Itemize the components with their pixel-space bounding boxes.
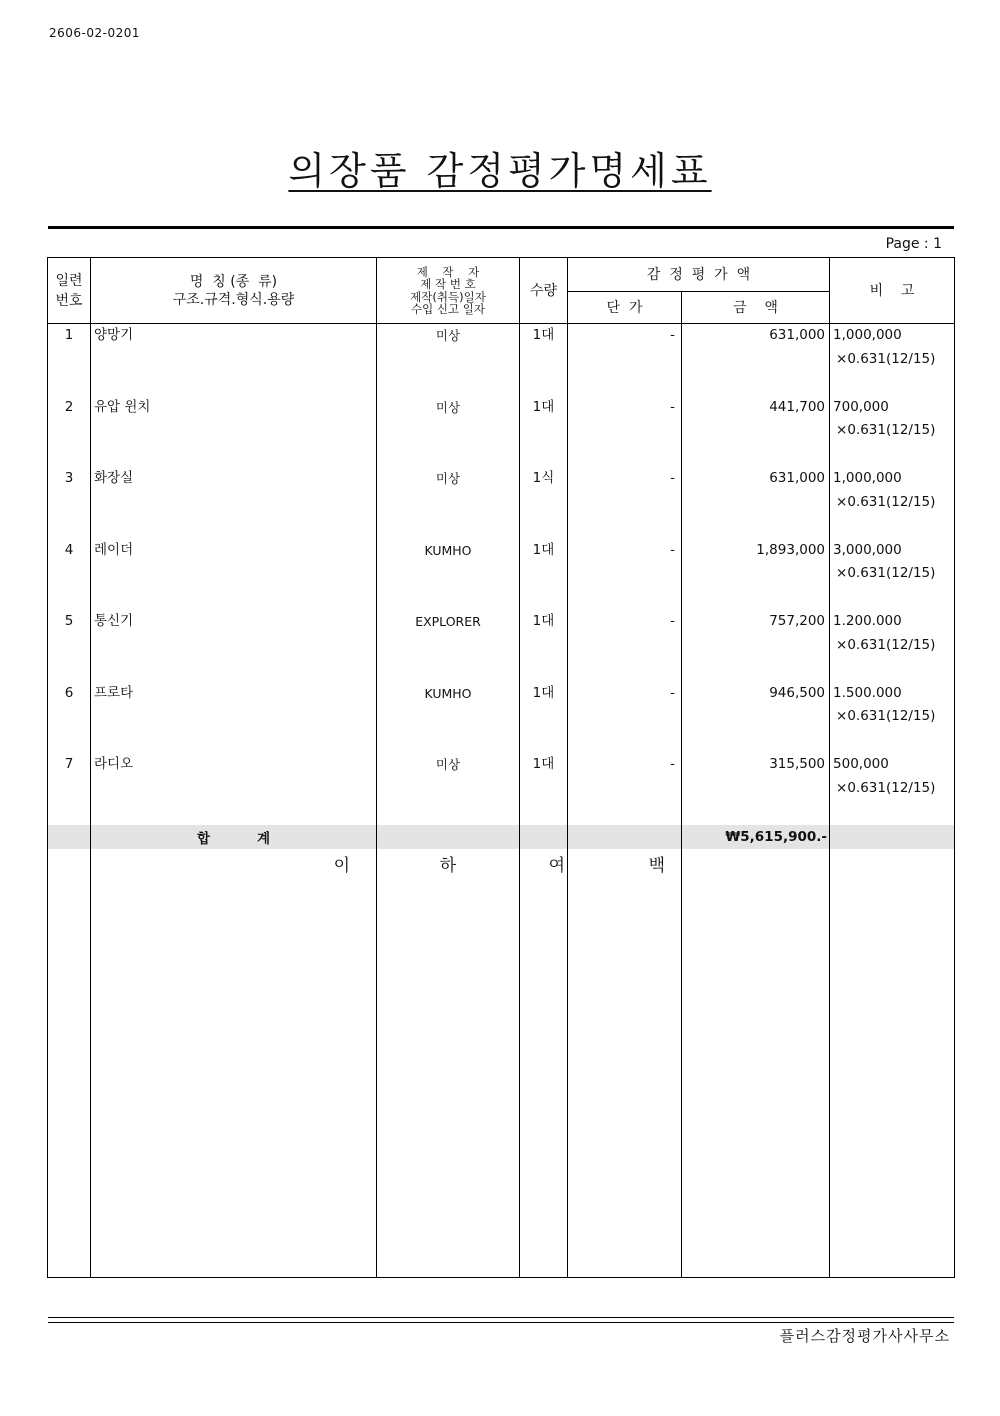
- remarks-factor: ×0.631(12/15): [836, 350, 936, 367]
- total-empty-cell: [377, 825, 520, 849]
- page-number: Page : 1: [885, 236, 942, 252]
- item-name: 통신기: [91, 610, 377, 682]
- item-number: 4: [48, 539, 91, 611]
- table-row: [48, 753, 955, 825]
- item-name: 레이더: [91, 539, 377, 611]
- item-amount: 631,000: [682, 467, 830, 539]
- remarks-factor: ×0.631(12/15): [836, 422, 936, 438]
- item-remarks: [830, 467, 955, 539]
- item-number: 3: [48, 467, 91, 539]
- item-amount: 631,000: [682, 324, 830, 396]
- remarks-factor: ×0.631(12/15): [836, 708, 936, 724]
- table-row: [48, 682, 955, 754]
- item-maker: 미상: [377, 324, 520, 396]
- header-maker-line3: 제작(취득)일자: [410, 289, 486, 304]
- total-amount: ₩5,615,900.-: [682, 825, 830, 849]
- item-number: 1: [48, 324, 91, 396]
- remarks-factor: ×0.631(12/15): [836, 565, 936, 581]
- item-quantity: 1식: [520, 467, 568, 539]
- blank-cell: [682, 849, 830, 1278]
- item-number: 5: [48, 610, 91, 682]
- remarks-factor: ×0.631(12/15): [836, 636, 936, 653]
- total-empty-cell: [48, 825, 91, 849]
- item-name: 유압 윈치: [91, 396, 377, 468]
- item-remarks: [830, 324, 955, 396]
- remarks-base: 1,000,000: [833, 470, 902, 486]
- header-name-line1: 명 칭 (종 류): [189, 273, 278, 290]
- total-empty-cell: [830, 825, 955, 849]
- header-maker-line1: 제 작 자: [416, 264, 480, 279]
- page-title: [0, 140, 1000, 195]
- table-row: [48, 396, 955, 468]
- total-label: 합 계: [91, 825, 377, 849]
- header-remarks: 비 고: [830, 258, 955, 324]
- item-maker: 미상: [377, 396, 520, 468]
- footer-divider-top: [48, 1317, 954, 1318]
- item-unit-price: -: [568, 682, 682, 754]
- blank-cell: [48, 849, 91, 1278]
- item-amount: 441,700: [682, 396, 830, 468]
- table-row: [48, 539, 955, 611]
- top-divider: [48, 226, 954, 229]
- header-serial: 일련 번호: [48, 258, 91, 324]
- total-row: [48, 825, 955, 849]
- header-name-line2: 구조.규격.형식.용량: [172, 291, 295, 308]
- item-quantity: 1대: [520, 324, 568, 396]
- item-amount: 757,200: [682, 610, 830, 682]
- item-name: 양망기: [91, 324, 377, 396]
- blank-word: 백: [568, 849, 682, 1278]
- blank-word: 여: [520, 849, 568, 1278]
- item-maker: 미상: [377, 467, 520, 539]
- item-unit-price: -: [568, 396, 682, 468]
- blank-word: 이: [91, 849, 377, 1278]
- header-appraisal: 감 정 평 가 액: [568, 258, 830, 292]
- remarks-base: 1,000,000: [833, 327, 902, 343]
- item-quantity: 1대: [520, 753, 568, 825]
- total-empty-cell: [568, 825, 682, 849]
- table-row: [48, 324, 955, 396]
- blank-word: 하: [377, 849, 520, 1278]
- item-quantity: 1대: [520, 396, 568, 468]
- item-maker: KUMHO: [377, 539, 520, 611]
- header-amount: 금 액: [682, 292, 830, 324]
- blank-cell: [830, 849, 955, 1278]
- header-maker: [377, 258, 520, 324]
- item-quantity: 1대: [520, 610, 568, 682]
- item-remarks: [830, 539, 955, 611]
- remarks-base: 1.200.000: [833, 613, 902, 629]
- header-name: [91, 258, 377, 324]
- remarks-factor: ×0.631(12/15): [836, 779, 936, 796]
- item-amount: 1,893,000: [682, 539, 830, 611]
- table-row: [48, 610, 955, 682]
- office-name: 플러스감정평가사사무소: [779, 1327, 950, 1345]
- item-unit-price: -: [568, 539, 682, 611]
- item-unit-price: -: [568, 610, 682, 682]
- blank-remainder-row: [48, 849, 955, 1278]
- item-number: 7: [48, 753, 91, 825]
- item-quantity: 1대: [520, 682, 568, 754]
- item-remarks: [830, 610, 955, 682]
- item-unit-price: -: [568, 753, 682, 825]
- header-quantity: 수량: [520, 258, 568, 324]
- header-maker-line2: 제 작 번 호: [420, 277, 476, 291]
- header-maker-line4: 수입 신고 일자: [411, 302, 485, 316]
- remarks-base: 500,000: [833, 756, 889, 772]
- item-remarks: [830, 753, 955, 825]
- document-number: 2606-02-0201: [49, 26, 141, 40]
- footer-divider-bottom: [48, 1322, 954, 1323]
- item-amount: 946,500: [682, 682, 830, 754]
- remarks-base: 3,000,000: [833, 541, 902, 558]
- total-empty-cell: [520, 825, 568, 849]
- item-maker: 미상: [377, 753, 520, 825]
- item-name: 프로타: [91, 682, 377, 754]
- header-unit-price: 단 가: [568, 292, 682, 324]
- remarks-base: 1.500.000: [833, 684, 902, 701]
- item-unit-price: -: [568, 324, 682, 396]
- item-number: 2: [48, 396, 91, 468]
- item-name: 화장실: [91, 467, 377, 539]
- remarks-base: 700,000: [833, 398, 889, 415]
- appraisal-table: [47, 257, 955, 1278]
- table-row: [48, 467, 955, 539]
- title-text: 의장품 감정평가명세표: [288, 149, 712, 193]
- item-quantity: 1대: [520, 539, 568, 611]
- item-maker: KUMHO: [377, 682, 520, 754]
- item-unit-price: -: [568, 467, 682, 539]
- item-number: 6: [48, 682, 91, 754]
- item-remarks: [830, 682, 955, 754]
- item-remarks: [830, 396, 955, 468]
- item-amount: 315,500: [682, 753, 830, 825]
- item-maker: EXPLORER: [377, 610, 520, 682]
- remarks-factor: ×0.631(12/15): [836, 493, 936, 510]
- item-name: 라디오: [91, 753, 377, 825]
